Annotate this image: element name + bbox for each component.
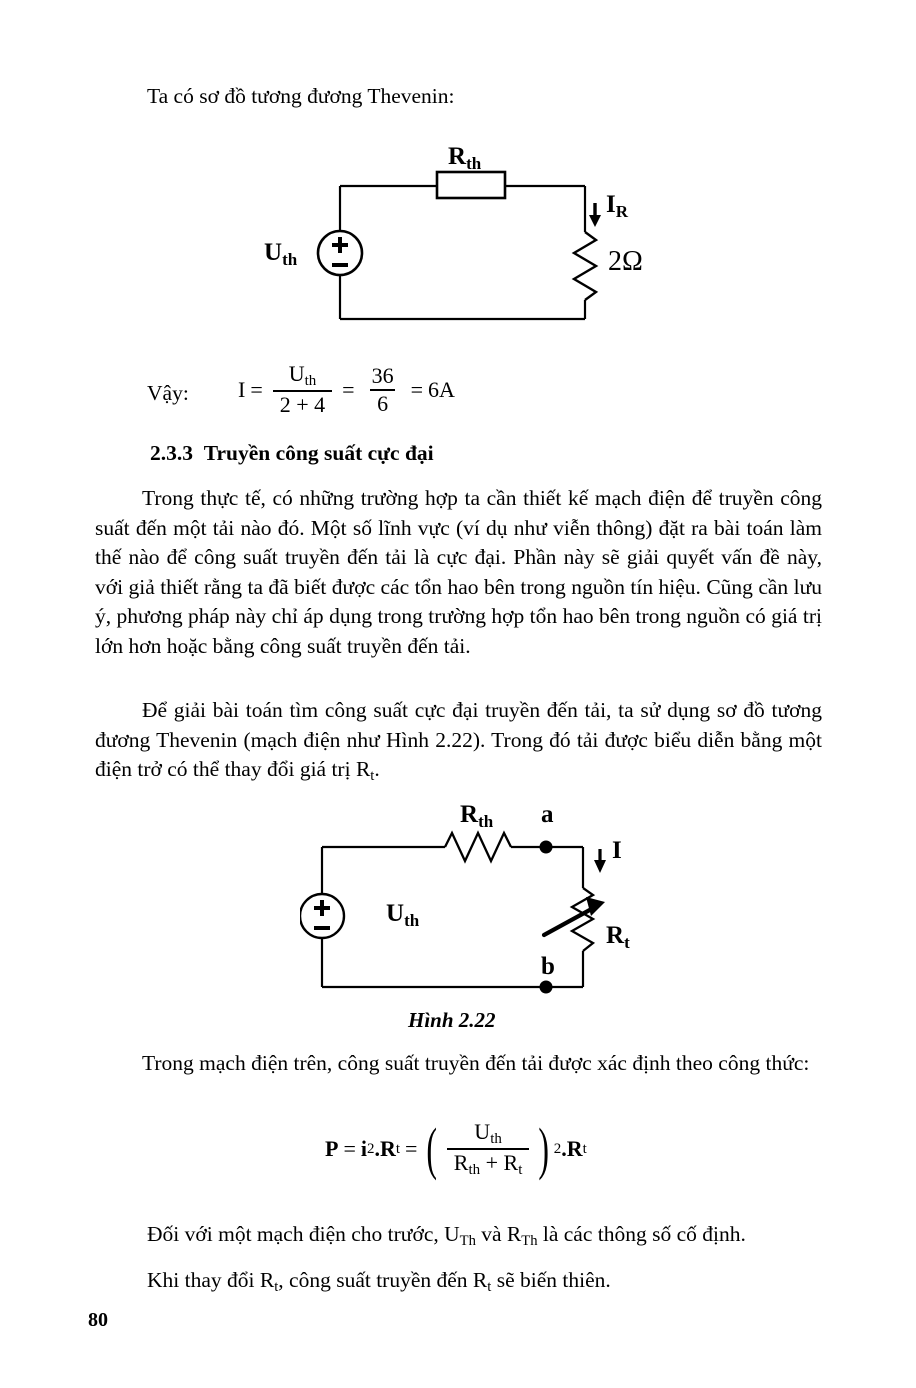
right-paren: ) [538,1116,550,1182]
fraction-uth-over-2plus4: $\frac{U_{th}}{2 + 4}$ [273,362,332,417]
paragraph-thevenin-setup: Để giải bài toán tìm công suất cực đại truyền đến tải, ta sử dụng sơ đồ tương đương Thevenin (mạch điện như Hình 2.22). Trong đó tải được biểu diễn bằng một điện trở có thể thay đổi giá trị $R_t$. [95,698,822,785]
circuit2-source-label: $U_{th}$ [386,900,420,930]
section-heading: 2.3.3 Truyền công suất cực đại [150,441,434,465]
source-plus-icon [314,900,330,916]
circuit1-resistor-label: $R_{th}$ [448,143,482,173]
paragraph-intro-max-power: Trong thực tế, có những trường hợp ta cần thiết kế mạch điện để truyền công suất đến một tải nào đó. Một số lĩnh vực (ví dụ như viễn thông) đặt ra bài toán làm thế nào để công suất truyền đến tải là cực đại. Phần này sẽ giải quyết vấn đề này, với giả thiết rằng ta đã biết được các tổn hao bên trong nguồn tín hiệu. Cũng cần lưu ý, phương pháp này chỉ áp dụng trong trường hợp tổn hao bên trong nguồn có giá trị lớn hơn hoặc bằng công suất truyền đến tải. [95,486,822,658]
circuit-diagram-thevenin-equivalent [265,145,665,330]
node-a-dot [540,841,553,854]
current-arrow-icon [594,849,606,873]
current-arrow-icon [589,203,601,227]
circuit2-load-label: $R_t$ [606,922,630,952]
circuit-diagram-thevenin-variable-load [300,801,660,1000]
intro-line: Ta có sơ đồ tương đương Thevenin: [147,84,455,108]
left-paren: ( [426,1116,438,1182]
source-plus-icon [332,237,348,253]
fraction-36-over-6: $\frac{36}{6}$ [371,362,394,416]
circuit1-load-label: 2Ω [608,246,643,277]
circuit2-resistor-label: $R_{th}$ [460,801,494,831]
paragraph-power-formula-intro: Trong mạch điện trên, công suất truyền đến tải được xác định theo công thức: [142,1051,810,1075]
circuit1-current-label: $I_R$ [606,191,629,221]
fraction-uth-over-rth-plus-rt: $\frac{U_{th}}{R_{th} + R_t}$ [447,1120,530,1179]
node-b-dot [540,981,553,994]
line-fixed-parameters: Đối với một mạch điện cho trước, $U_{Th}$ và $R_{Th}$ là các thông số cố định. [147,1222,746,1250]
figure-caption: Hình 2.22 [408,1008,496,1032]
equation1: I = $\frac{U_{th}}{2 + 4}$ = $\frac{36}{6}$ = 6A [238,361,455,418]
circuit2-svg [300,805,660,1000]
circuit2-node-b-label: b [541,953,555,980]
circuit1-source-label: $U_{th}$ [264,239,298,269]
equation2-power: P = i 2 .R t = ( $\frac{U_{th}}{R_{th} + R_t}$ ) 2 .R t [325,1116,587,1182]
equation1-lead: Vậy: [147,381,189,405]
page-number: 80 [88,1309,108,1331]
line-varying-rt: Khi thay đổi $R_t$, công suất truyền đến $R_t$ sẽ biến thiên. [147,1268,611,1296]
circuit2-current-label: I [612,837,622,864]
circuit2-node-a-label: a [541,801,554,828]
